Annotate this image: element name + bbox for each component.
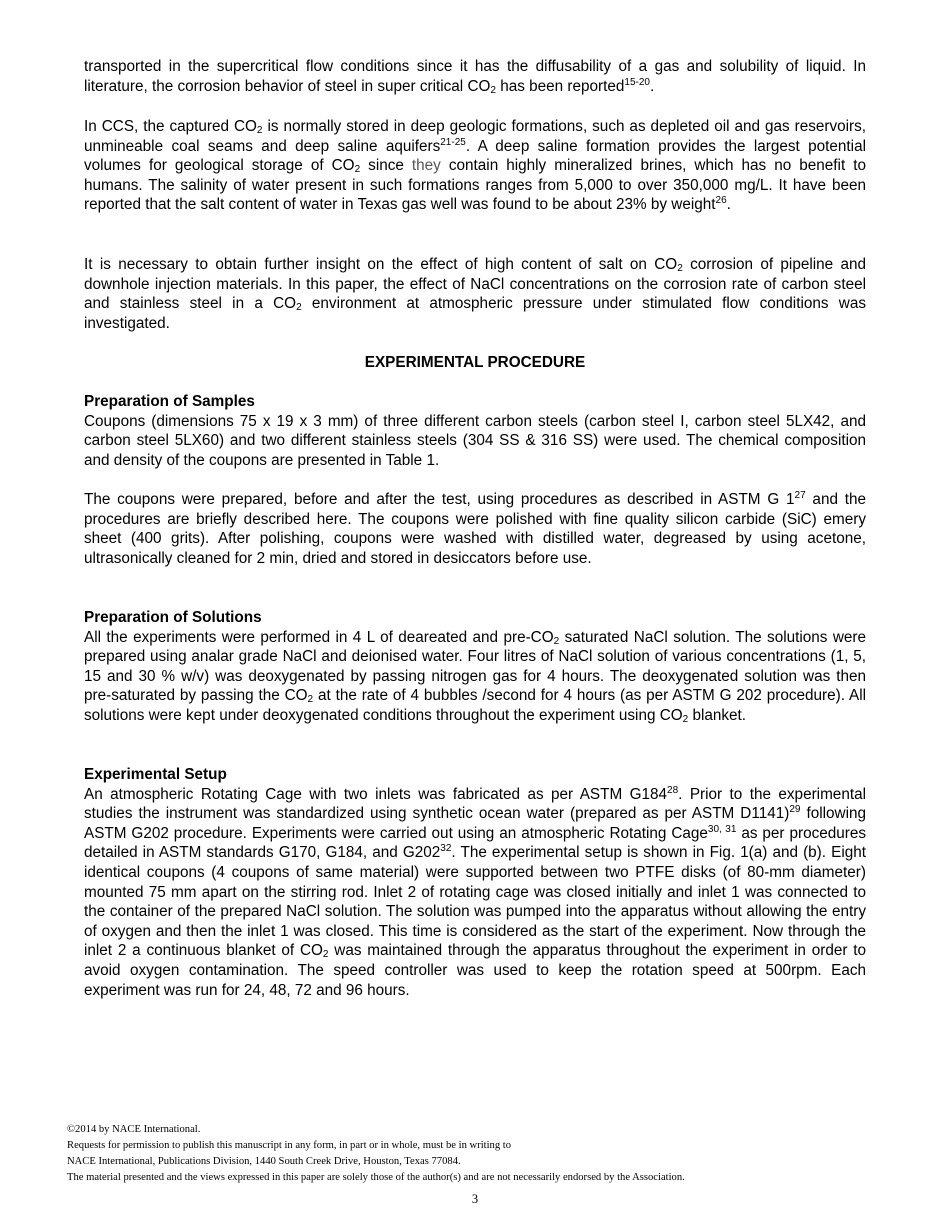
- subsection-preparation-of-samples: Preparation of Samples Coupons (dimensions 75 x 19 x 3 mm) of three different carbon steels (carbon steel I, carbon steel 5LX42, and carbon steel 5LX60) and two different stainless steels (304 SS & 316 SS) were used. The chemical composition and density of the coupons are presented in Table 1.: [84, 393, 866, 469]
- footer-line: NACE International, Publications Division, 1440 South Creek Drive, Houston, Texas 77084.: [67, 1156, 461, 1167]
- paragraph-coupon-prep: The coupons were prepared, before and after the test, using procedures as described in ASTM G $1^{27}$ and the procedures are briefly described here. The coupons were polished with fine quality silicon carbide (SiC) emery sheet (400 grits). After polishing, coupons were washed with distilled water, degreased by using acetone, ultrasonically cleaned for 2 min, dried and stored in desiccators before use.: [84, 490, 867, 567]
- subsection-experimental-setup: Experimental Setup An atmospheric Rotating Cage with two inlets was fabricated as per ASTM $G184^{28}$. Prior to the experimental studies the instrument was standardized using synthetic ocean water (prepared as per ASTM D1141)$^{29}$ following ASTM G202 procedure. Experiments were carried out using an atmospheric Rotating Cage$^{30, 31}$ as per procedures detailed in ASTM standards G170, G184, and $G202^{32}$. The experimental setup is shown in Fig. 1(a) and (b). Eight identical coupons (4 coupons of same material) were supported between two PTFE disks (of 80-mm diameter) mounted 75 mm apart on the stirring rod. Inlet 2 of rotating cage was closed initially and inlet 1 was connected to the container of the prepared NaCl solution. The solution was pumped into the apparatus without allowing the entry of oxygen and then the inlet 1 was closed. This time is considered as the start of the experiment. Now through the inlet 2 a continuous blanket of $CO_2$ was maintained through the apparatus throughout the experiment in order to avoid oxygen contamination. The speed controller was used to keep the rotation speed at 500rpm. Each experiment was run for 24, 48, 72 and 96 hours.: [84, 766, 866, 999]
- paragraph-necessary: It is necessary to obtain further insight on the effect of high content of salt on $CO_2$ corrosion of pipeline and downhole injection materials. In this paper, the effect of NaCl concentrations on the corrosion rate of carbon steel and stainless steel in a $CO_2$ environment at atmospheric pressure under stimulated flow conditions was investigated.: [84, 256, 866, 332]
- subsection-heading: Experimental Setup: [84, 766, 227, 783]
- subsection-heading: Preparation of Solutions: [84, 609, 262, 626]
- paragraph-ccs: In CCS, the captured $CO_2$ is normally stored in deep geologic formations, such as depleted oil and gas reservoirs, unmineable coal seams and deep saline aquifers$^{21-25}$. A deep saline formation provides the largest potential volumes for geological storage of $CO_2$ since they contain highly mineralized brines, which has no benefit to humans. The salinity of water present in such formations ranges from 5,000 to over 350,000 mg/L. It have been reported that the salt content of water in Texas gas well was found to be about 23% by weight$^{26}$.: [84, 118, 867, 214]
- footer-line: Requests for permission to publish this manuscript in any form, in part or in whole, must be in writing to: [67, 1140, 512, 1151]
- paragraph-intro-end: transported in the supercritical flow conditions since it has the diffusability of a gas and solubility of liquid. In literature, the corrosion behavior of steel in super critical $CO_2$ has been reported$^{15-20}$.: [84, 58, 866, 96]
- page-number: 3: [471, 1192, 479, 1206]
- footer-line: The material presented and the views expressed in this paper are solely those of the author(s) and are not necessarily endorsed by the Association.: [67, 1172, 685, 1183]
- footer-line: ©2014 by NACE International.: [67, 1124, 201, 1135]
- copyright-footer: [67, 1122, 887, 1186]
- subsection-heading: Preparation of Samples: [84, 393, 255, 410]
- subsection-preparation-of-solutions: Preparation of Solutions All the experiments were performed in 4 L of deareated and pre-$CO_2$ saturated NaCl solution. The solutions were prepared using analar grade NaCl and deionised water. Four litres of NaCl solution of various concentrations (1, 5, 15 and 30 % w/v) was deoxygenated by passing nitrogen gas for 4 hours. The deoxygenated solution was then pre-saturated by passing the $CO_2$ at the rate of 4 bubbles /second for 4 hours (as per ASTM G 202 procedure). All solutions were kept under deoxygenated conditions throughout the experiment using $CO_2$ blanket.: [84, 609, 866, 725]
- section-title: EXPERIMENTAL PROCEDURE: [364, 354, 586, 371]
